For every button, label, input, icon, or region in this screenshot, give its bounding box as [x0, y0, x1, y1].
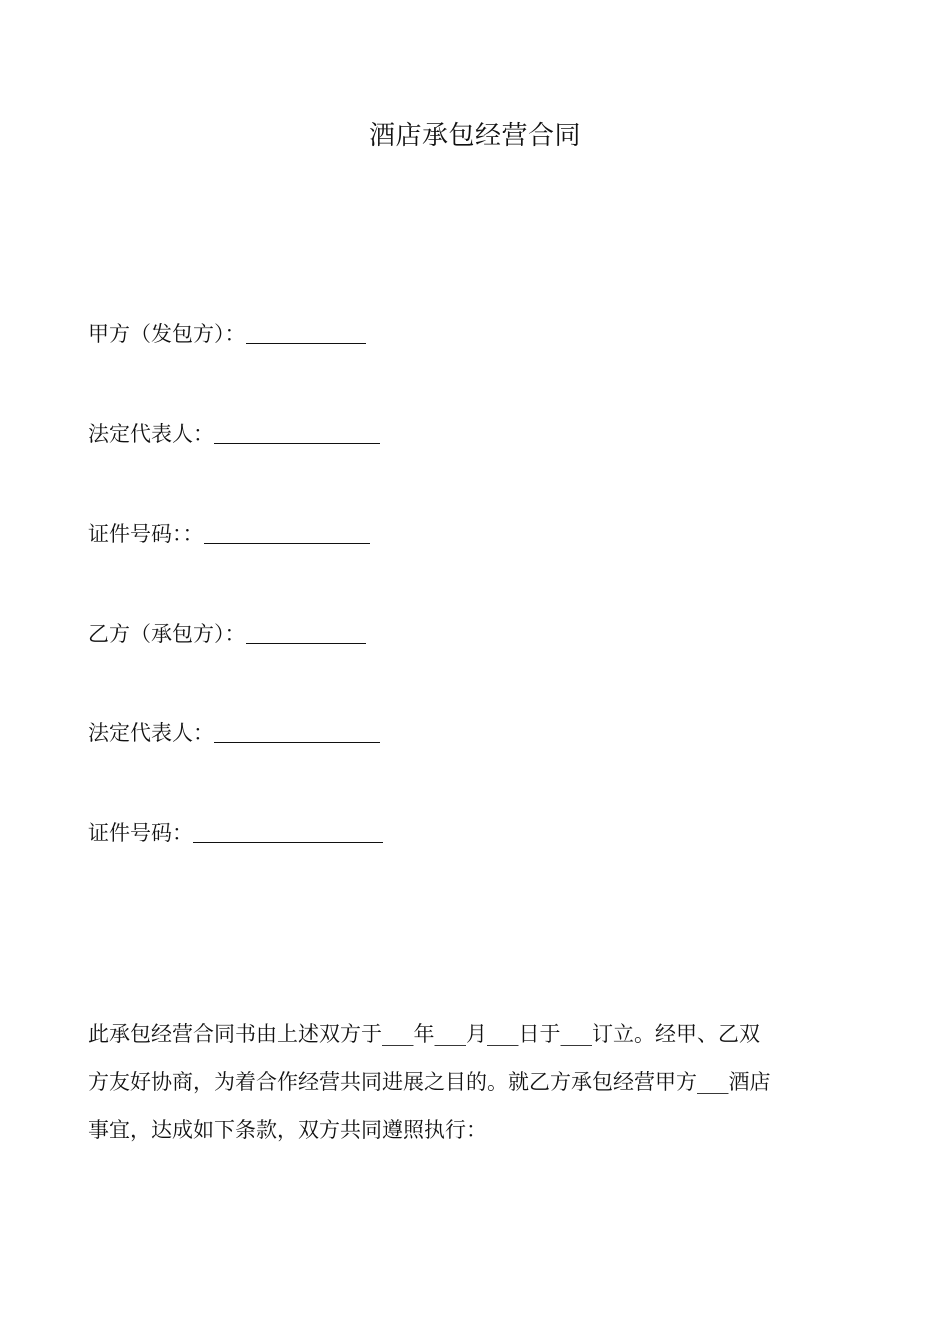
- party-a-representative-label: 法定代表人：: [88, 422, 214, 446]
- party-b-id-field: [88, 815, 383, 851]
- party-b-field: [88, 616, 366, 652]
- intro-line-1: 此承包经营合同书由上述双方于___年___月___日于___订立。经甲、乙双: [88, 1022, 760, 1046]
- party-a-representative-blank: [214, 442, 380, 444]
- party-b-id-blank: [193, 841, 383, 843]
- party-b-label: 乙方（承包方）：: [88, 622, 246, 646]
- party-b-blank: [246, 642, 366, 644]
- party-a-label: 甲方（发包方）：: [88, 322, 246, 346]
- party-a-id-field: [88, 516, 370, 552]
- party-a-id-blank: [204, 542, 370, 544]
- party-a-id-label: 证件号码：：: [88, 522, 204, 546]
- party-a-blank: [246, 342, 366, 344]
- party-b-representative-blank: [214, 741, 380, 743]
- party-b-representative-field: [88, 715, 380, 751]
- contract-intro-paragraph: [88, 1010, 866, 1154]
- party-a-representative-field: [88, 416, 380, 452]
- document-title: 酒店承包经营合同: [368, 121, 581, 151]
- party-b-id-label: 证件号码：: [88, 821, 193, 845]
- intro-line-3: 事宜，达成如下条款，双方共同遵照执行：: [88, 1118, 487, 1142]
- intro-line-2: 方友好协商，为着合作经营共同进展之目的。就乙方承包经营甲方___酒店: [88, 1070, 771, 1094]
- party-b-representative-label: 法定代表人：: [88, 721, 214, 745]
- party-a-field: [88, 316, 366, 352]
